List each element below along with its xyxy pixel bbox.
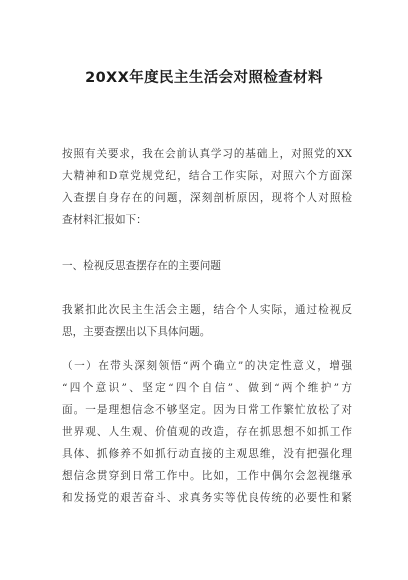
section-heading: 一、检视反思查摆存在的主要问题 [62,260,221,272]
paragraph-line: 世界观、人生观、价值观的改造，存在抓思想不如抓工作 [62,426,352,438]
paragraph-line: 入查摆自身存在的问题，深刻剖析原因，现将个人对照检 [62,192,352,204]
intro-paragraph [62,143,352,231]
section-intro-paragraph [62,299,352,343]
paragraph-line: 想信念贯穿到日常工作中。比如，工作中偶尔会忽视继承 [62,470,352,482]
paragraph-line: 面。一是理想信念不够坚定。因为日常工作繁忙放松了对 [62,404,352,416]
paragraph-line: 大精神和D章党规党纪，结合工作实际，对照六个方面深 [62,170,352,182]
paragraph-line: （一）在带头深刻领悟“两个确立”的决定性意义，增强 [62,360,352,372]
paragraph-line: 具体、抓修养不如抓行动直接的主观思维，没有把强化理 [62,448,352,460]
paragraph-line: “四个意识”、坚定“四个自信”、做到“两个维护”方 [62,382,352,394]
document-title: 20XX年度民主生活会对照检查材料 [85,70,323,86]
paragraph-line: 我紧扣此次民主生活会主题，结合个人实际，通过检视反 [62,304,352,316]
paragraph-line: 按照有关要求，我在会前认真学习的基础上，对照党的XX [62,148,352,160]
paragraph-line: 思，主要查摆出以下具体问题。 [62,326,211,338]
paragraph-line: 查材料汇报如下： [62,214,147,226]
paragraph-line: 和发扬党的艰苦奋斗、求真务实等优良传统的必要性和紧 [62,492,352,504]
item-one-paragraph [62,355,352,509]
